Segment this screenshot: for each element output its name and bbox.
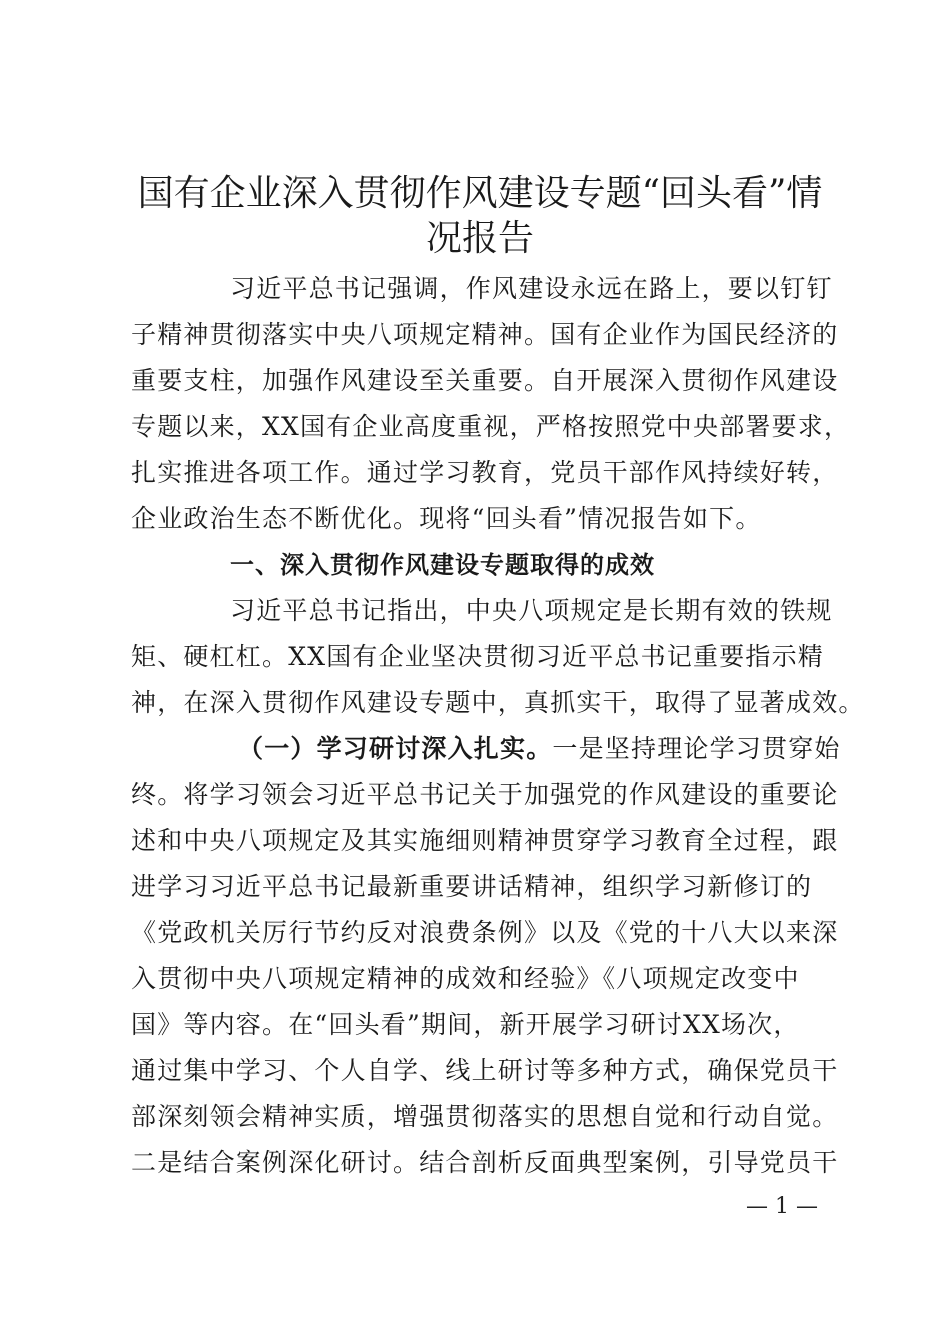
subsection-line: 二是结合案例深化研讨。结合剖析反面典型案例，引导党员干 <box>131 1148 839 1177</box>
subsection-line: 进学习习近平总书记最新重要讲话精神，组织学习新修订的 <box>131 872 813 901</box>
subsection-line: 述和中央八项规定及其实施细则精神贯穿学习教育全过程，跟 <box>131 826 839 855</box>
section-paragraph-line: 神，在深入贯彻作风建设专题中，真抓实干，取得了显著成效。 <box>131 688 865 717</box>
page-number: — 1 — <box>746 1194 818 1219</box>
intro-line: 专题以来，XX国有企业高度重视，严格按照党中央部署要求， <box>131 412 851 441</box>
subsection-heading: （一）学习研讨深入扎实。 <box>238 734 553 763</box>
section-heading: 一、深入贯彻作风建设专题取得的成效 <box>230 551 655 579</box>
document-title-line-2: 况报告 <box>425 218 534 259</box>
intro-line: 重要支柱，加强作风建设至关重要。自开展深入贯彻作风建设 <box>131 366 839 395</box>
subsection-line: 国》等内容。在“回头看”期间，新开展学习研讨XX场次， <box>131 1010 800 1039</box>
subsection-line: 终。将学习领会习近平总书记关于加强党的作风建设的重要论 <box>131 780 839 809</box>
subsection-line: 部深刻领会精神实质，增强贯彻落实的思想自觉和行动自觉。 <box>131 1102 839 1131</box>
intro-line: 子精神贯彻落实中央八项规定精神。国有企业作为国民经济的 <box>131 320 839 349</box>
document-title-line-1: 国有企业深入贯彻作风建设专题“回头看”情 <box>137 173 823 214</box>
intro-line: 企业政治生态不断优化。现将“回头看”情况报告如下。 <box>131 504 762 533</box>
subsection-line: 通过集中学习、个人自学、线上研讨等多种方式，确保党员干 <box>131 1056 839 1085</box>
section-paragraph-line: 习近平总书记指出，中央八项规定是长期有效的铁规 <box>230 596 833 625</box>
subsection-line: 入贯彻中央八项规定精神的成效和经验》《八项规定改变中 <box>131 964 800 993</box>
intro-line: 扎实推进各项工作。通过学习教育，党员干部作风持续好转， <box>131 458 839 487</box>
section-paragraph-line: 矩、硬杠杠。XX国有企业坚决贯彻习近平总书记重要指示精 <box>131 642 824 671</box>
subsection-first-line <box>238 726 841 772</box>
subsection-line: 《党政机关厉行节约反对浪费条例》以及《党的十八大以来深 <box>131 918 839 947</box>
intro-line: 习近平总书记强调，作风建设永远在路上，要以钉钉 <box>230 274 833 303</box>
subsection-text: 一是坚持理论学习贯穿始 <box>552 734 841 763</box>
